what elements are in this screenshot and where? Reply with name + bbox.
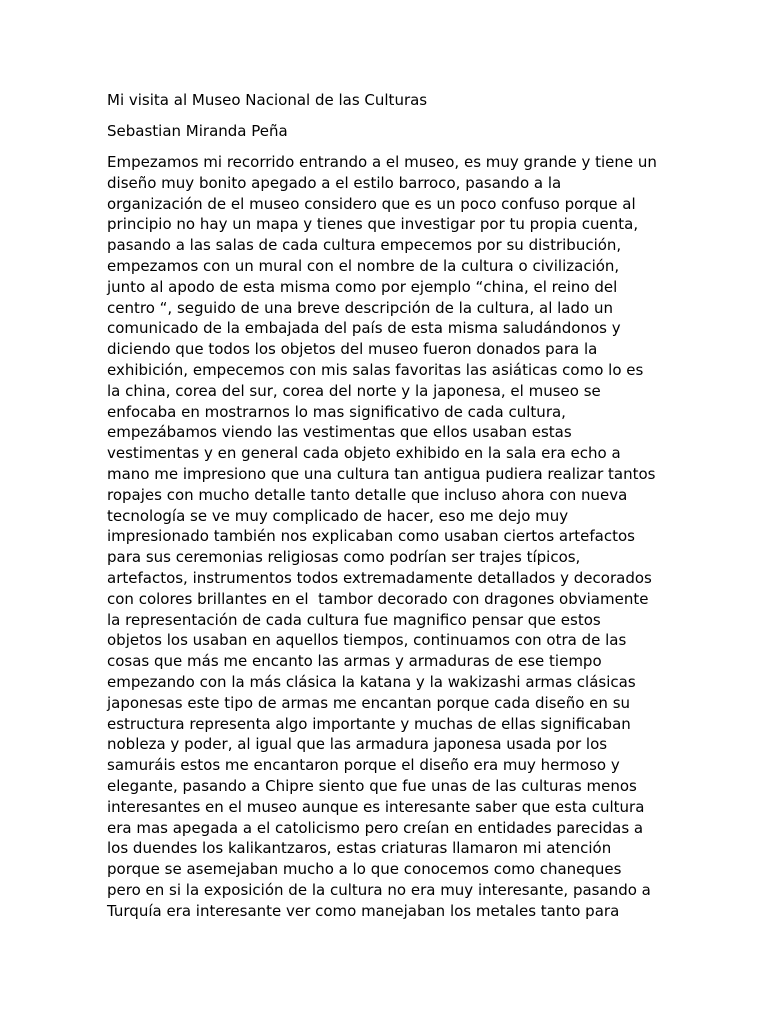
body-line: los duendes los kalikantzaros, estas criaturas llamaron mi atención bbox=[107, 839, 612, 858]
body-line: empezamos con un mural con el nombre de la cultura o civilización, bbox=[107, 256, 620, 275]
body-line: diseño muy bonito apegado a el estilo barroco, pasando a la bbox=[107, 173, 562, 192]
body-line: objetos los usaban en aquellos tiempos, continuamos con otra de las bbox=[107, 631, 627, 650]
body-line: interesantes en el museo aunque es interesante saber que esta cultura bbox=[107, 797, 645, 816]
body-line: principio no hay un mapa y tienes que investigar por tu propia cuenta, bbox=[107, 215, 639, 234]
body-line: para sus ceremonias religiosas como podrían ser trajes típicos, bbox=[107, 548, 581, 567]
body-line: samuráis estos me encantaron porque el diseño era muy hermoso y bbox=[107, 756, 620, 775]
body-line: nobleza y poder, al igual que las armadura japonesa usada por los bbox=[107, 735, 608, 754]
body-line: empezábamos viendo las vestimentas que ellos usaban estas bbox=[107, 423, 572, 442]
body-line: junto al apodo de esta misma como por ejemplo “china, el reino del bbox=[107, 277, 618, 296]
document-title: Mi visita al Museo Nacional de las Culturas bbox=[107, 91, 428, 109]
body-line: tecnología se ve muy complicado de hacer, eso me dejo muy bbox=[107, 506, 569, 525]
body-line: elegante, pasando a Chipre siento que fue unas de las culturas menos bbox=[107, 776, 637, 795]
body-line: cosas que más me encanto las armas y armaduras de ese tiempo bbox=[107, 652, 602, 671]
body-line: centro “, seguido de una breve descripción de la cultura, al lado un bbox=[107, 298, 613, 317]
body-line: vestimentas y en general cada objeto exhibido en la sala era echo a bbox=[107, 444, 621, 463]
body-line: organización de el museo considero que es un poco confuso porque al bbox=[107, 194, 636, 213]
body-line: estructura representa algo importante y muchas de ellas significaban bbox=[107, 714, 631, 733]
body-line: exhibición, empecemos con mis salas favoritas las asiáticas como lo es bbox=[107, 360, 644, 379]
body-line: pero en si la exposición de la cultura no era muy interesante, pasando a bbox=[107, 880, 651, 899]
body-line: ropajes con mucho detalle tanto detalle que incluso ahora con nueva bbox=[107, 485, 628, 504]
body-line: impresionado también nos explicaban como usaban ciertos artefactos bbox=[107, 527, 635, 546]
document-body bbox=[107, 152, 687, 921]
body-line: porque se asemejaban mucho a lo que conocemos como chaneques bbox=[107, 860, 622, 879]
body-line: con colores brillantes en el tambor decorado con dragones obviamente bbox=[107, 589, 649, 608]
body-line: Turquía era interesante ver como manejaban los metales tanto para bbox=[107, 901, 620, 920]
body-line: era mas apegada a el catolicismo pero creían en entidades parecidas a bbox=[107, 818, 644, 837]
body-line: la china, corea del sur, corea del norte y la japonesa, el museo se bbox=[107, 381, 601, 400]
body-line: mano me impresiono que una cultura tan antigua pudiera realizar tantos bbox=[107, 464, 656, 483]
body-line: comunicado de la embajada del país de esta misma saludándonos y bbox=[107, 319, 621, 338]
body-line: artefactos, instrumentos todos extremadamente detallados y decorados bbox=[107, 568, 652, 587]
body-line: japonesas este tipo de armas me encantan porque cada diseño en su bbox=[107, 693, 631, 712]
body-line: la representación de cada cultura fue magnifico pensar que estos bbox=[107, 610, 601, 629]
body-line: pasando a las salas de cada cultura empecemos por su distribución, bbox=[107, 236, 622, 255]
body-line: Empezamos mi recorrido entrando a el museo, es muy grande y tiene un bbox=[107, 153, 657, 171]
body-line: diciendo que todos los objetos del museo fueron donados para la bbox=[107, 340, 598, 359]
body-line: empezando con la más clásica la katana y la wakizashi armas clásicas bbox=[107, 672, 636, 691]
body-line: enfocaba en mostrarnos lo mas significativo de cada cultura, bbox=[107, 402, 566, 421]
document-author: Sebastian Miranda Peña bbox=[107, 122, 288, 140]
